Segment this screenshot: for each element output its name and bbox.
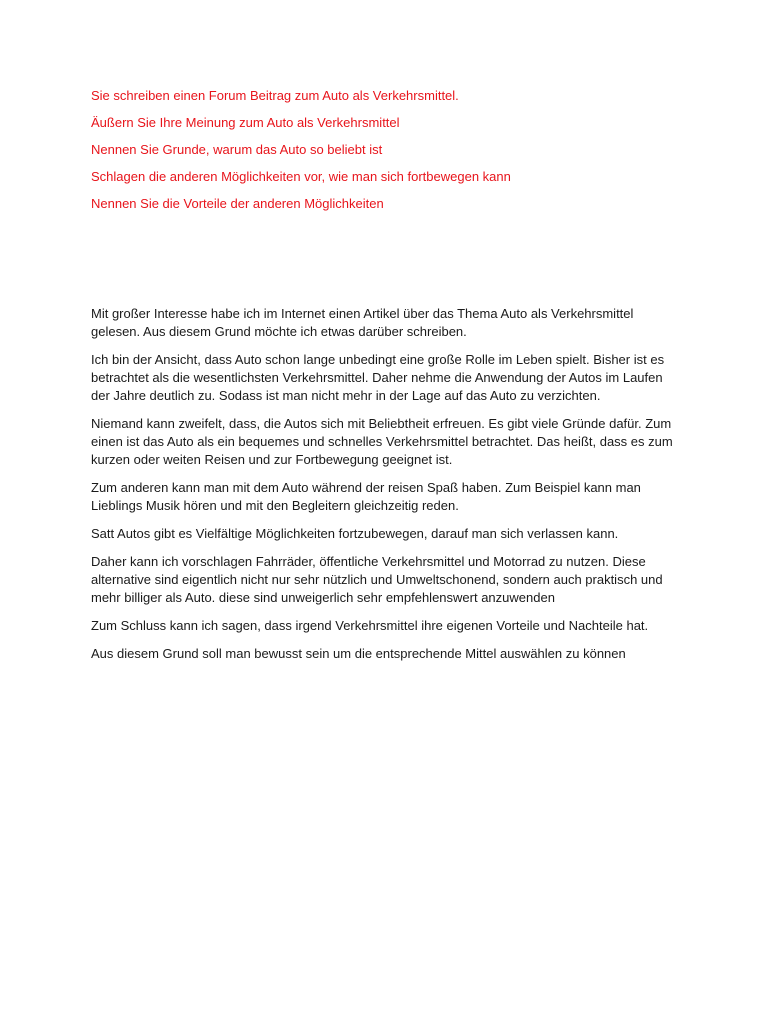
text-line: Satt Autos gibt es Vielfältige Möglichkeiten fortzubewegen, darauf man sich verlassen kann. — [91, 526, 619, 541]
text-line: der Jahre deutlich zu. Sodass ist man nicht mehr in der Lage auf das Auto zu verzichten. — [91, 388, 601, 403]
text-line: mehr billiger als Auto. diese sind unweigerlich sehr empfehlenswert anzuwenden — [91, 590, 555, 605]
text-line: einen ist das Auto als ein bequemes und schnelles Verkehrsmittel betrachtet. Das heißt, dass es zum — [91, 434, 673, 449]
task-item: Nennen Sie Grunde, warum das Auto so beliebt ist — [91, 142, 383, 157]
text-line: Niemand kann zweifelt, dass, die Autos sich mit Beliebtheit erfreuen. Es gibt viele Gründe dafür. Zum — [91, 416, 672, 431]
text-line: Aus diesem Grund soll man bewusst sein um die entsprechende Mittel auswählen zu können — [91, 646, 626, 661]
text-line: Lieblings Musik hören und mit den Begleitern gleichzeitig reden. — [91, 498, 459, 513]
task-item: Schlagen die anderen Möglichkeiten vor, wie man sich fortbewegen kann — [91, 169, 511, 184]
text-line: Zum anderen kann man mit dem Auto während der reisen Spaß haben. Zum Beispiel kann man — [91, 480, 641, 495]
task-list — [91, 87, 691, 212]
paragraph — [91, 305, 651, 341]
paragraph — [91, 553, 663, 607]
essay-body — [91, 305, 673, 673]
paragraph — [91, 351, 665, 405]
text-line: Daher kann ich vorschlagen Fahrräder, öffentliche Verkehrsmittel und Motorrad zu nutzen. Diese — [91, 554, 646, 569]
paragraph — [91, 617, 651, 635]
text-line: Ich bin der Ansicht, dass Auto schon lange unbedingt eine große Rolle im Leben spielt. Bisher ist es — [91, 352, 665, 367]
task-item: Äußern Sie Ihre Meinung zum Auto als Verkehrsmittel — [91, 115, 400, 130]
paragraph — [91, 415, 673, 469]
text-line: Zum Schluss kann ich sagen, dass irgend Verkehrsmittel ihre eigenen Vorteile und Nachteile hat. — [91, 618, 649, 633]
text-line: Mit großer Interesse habe ich im Internet einen Artikel über das Thema Auto als Verkehrsmittel — [91, 306, 634, 321]
text-line: kurzen oder weiten Reisen und zur Fortbewegung geeignet ist. — [91, 452, 453, 467]
paragraph — [91, 525, 651, 543]
paragraph — [91, 479, 651, 515]
paragraph — [91, 645, 651, 663]
task-item: Sie schreiben einen Forum Beitrag zum Auto als Verkehrsmittel. — [91, 88, 459, 103]
text-line: alternative sind eigentlich nicht nur sehr nützlich und Umweltschonend, sondern auch praktisch und — [91, 572, 663, 587]
text-line: betrachtet als die wesentlichsten Verkehrsmittel. Daher nehme die Anwendung der Autos im Laufen — [91, 370, 663, 385]
text-line: gelesen. Aus diesem Grund möchte ich etwas darüber schreiben. — [91, 324, 467, 339]
task-item: Nennen Sie die Vorteile der anderen Möglichkeiten — [91, 196, 384, 211]
